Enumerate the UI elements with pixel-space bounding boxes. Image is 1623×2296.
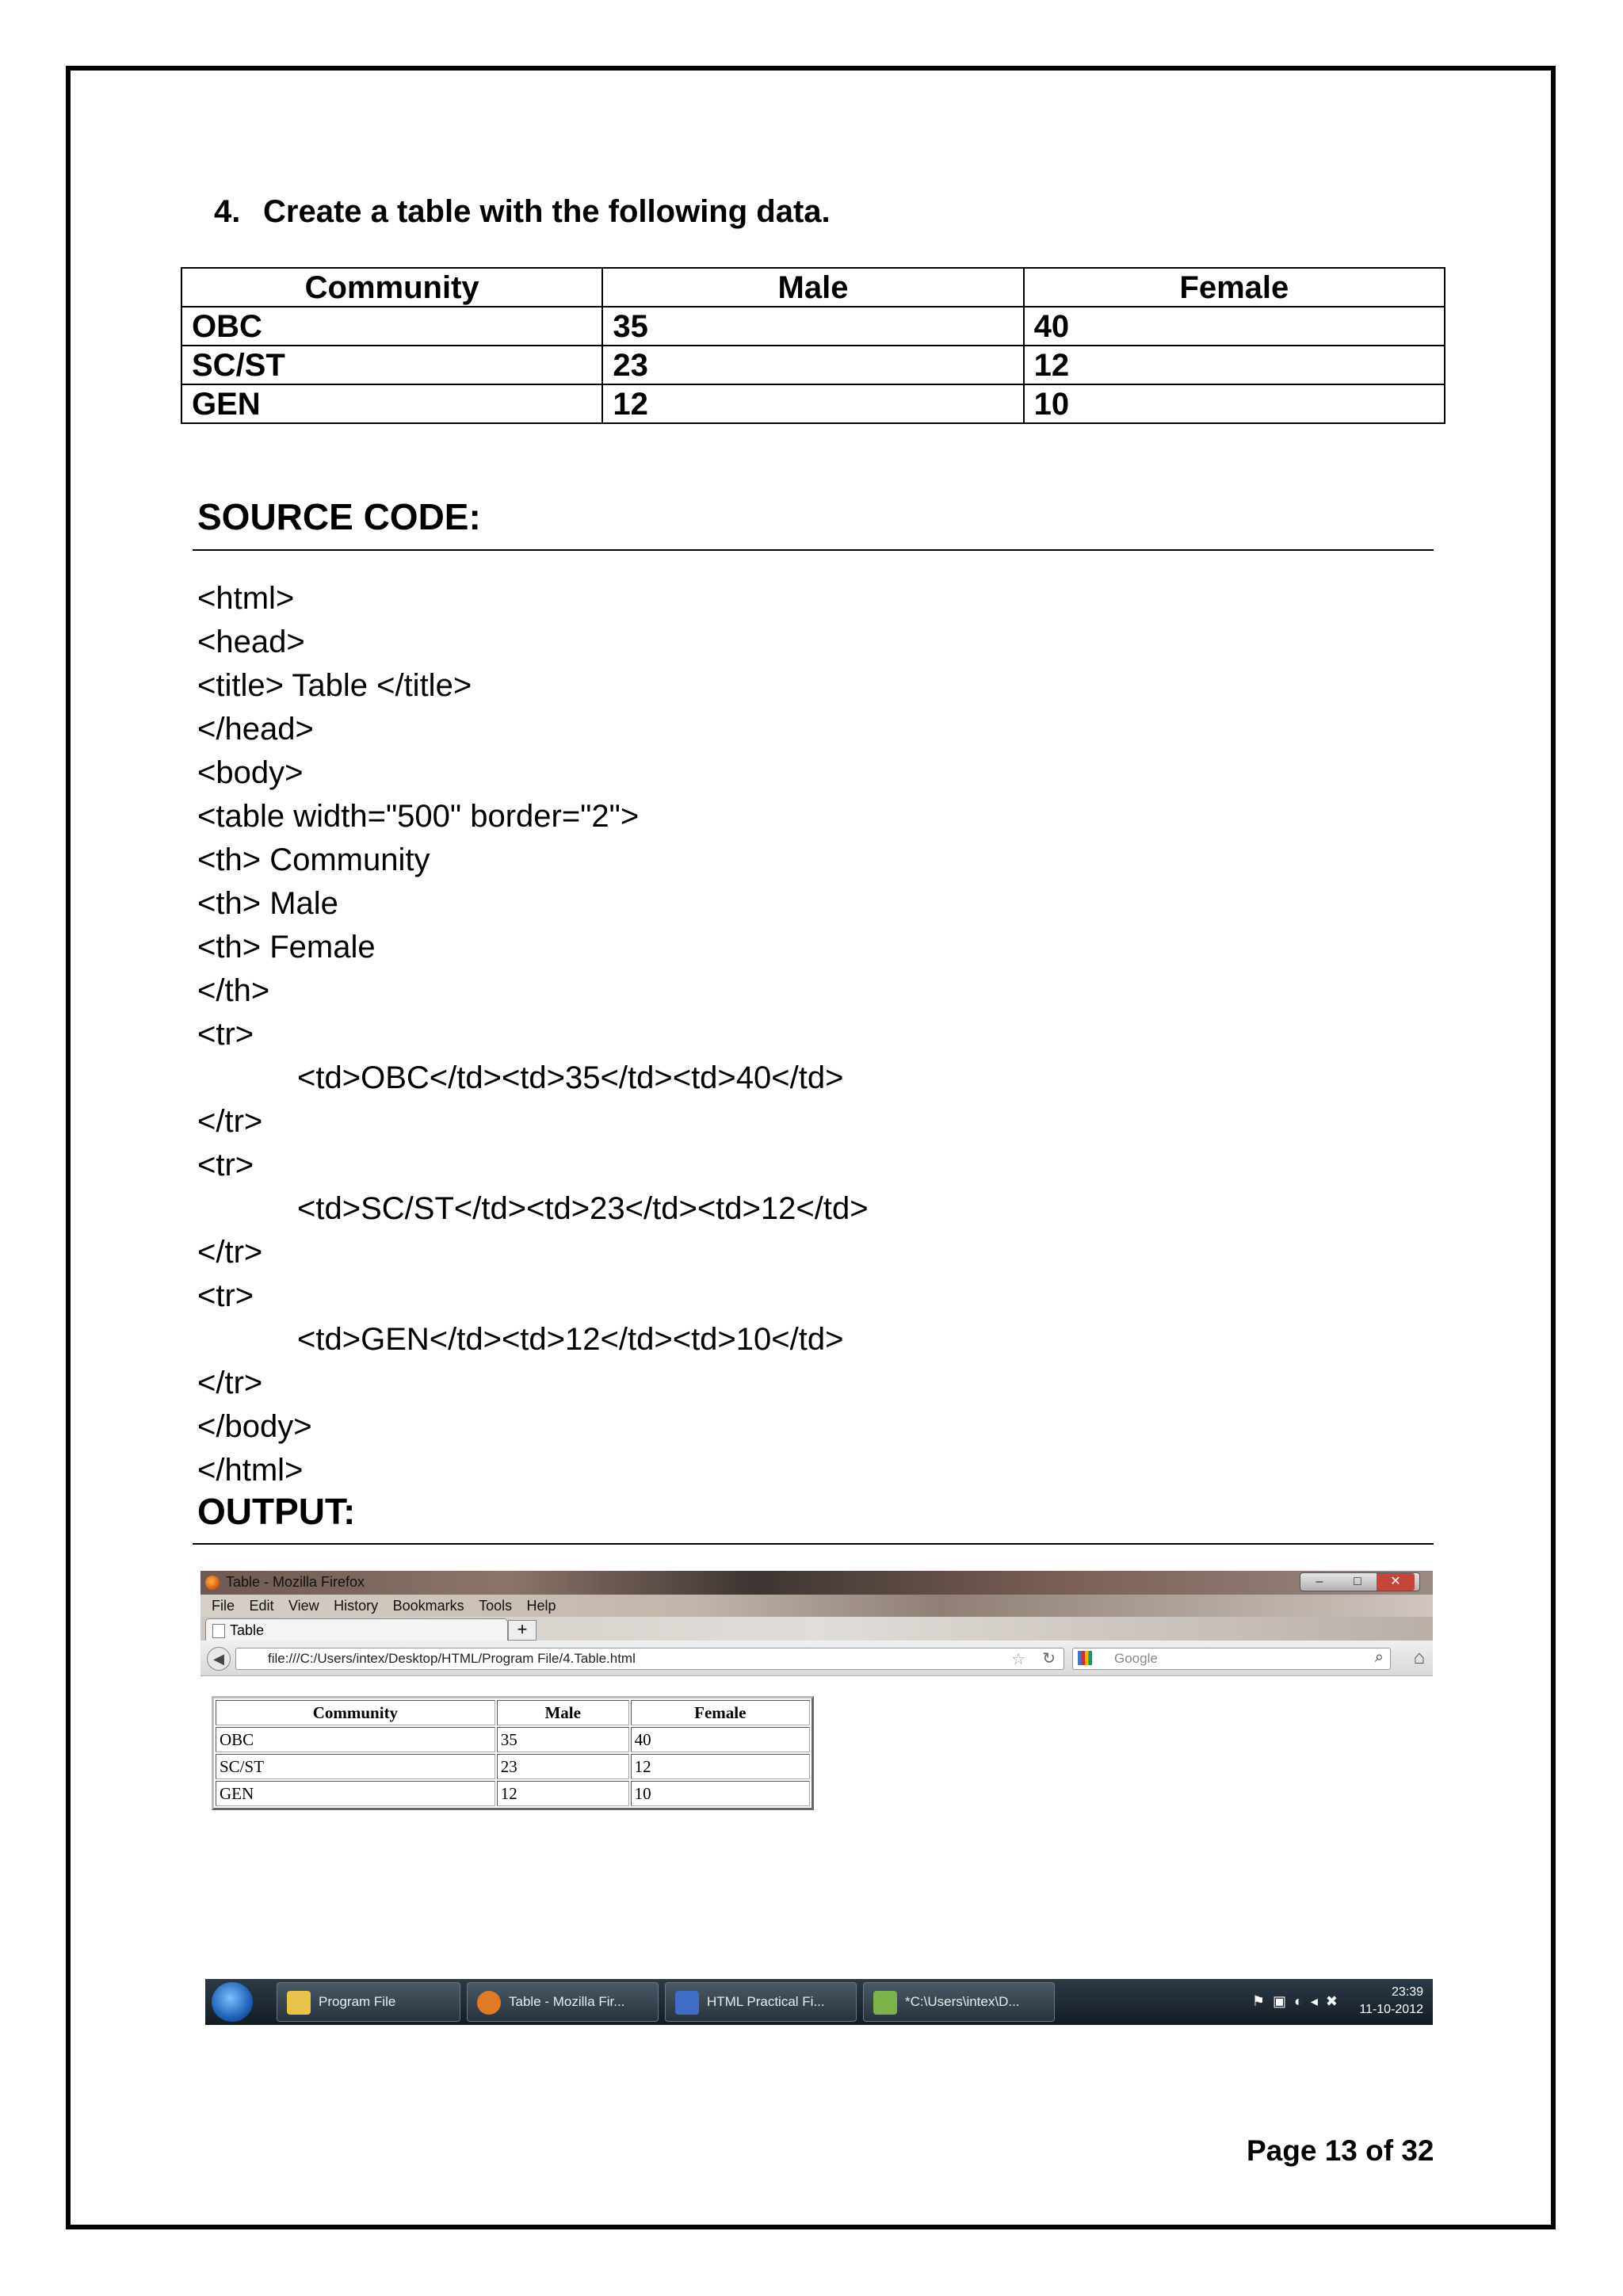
close-button[interactable]: ✕ <box>1377 1573 1415 1591</box>
menu-edit[interactable]: Edit <box>249 1598 274 1614</box>
firefox-icon <box>205 1576 220 1590</box>
output-screenshot <box>200 1571 1433 2027</box>
code-line: </th> <box>197 973 270 1008</box>
table-cell: GEN <box>216 1781 495 1806</box>
code-line: </tr> <box>197 1104 263 1139</box>
code-line: <table width="500" border="2"> <box>197 799 640 834</box>
table-cell: 35 <box>497 1727 629 1752</box>
home-icon[interactable]: ⌂ <box>1413 1647 1425 1668</box>
system-tray-icons: ⚑▣◐◂✖ <box>1251 1993 1346 2009</box>
table-cell: 10 <box>631 1781 810 1806</box>
tab-title: Table <box>230 1622 265 1638</box>
question-number: 4. <box>214 194 241 229</box>
tab-table[interactable] <box>205 1618 508 1641</box>
taskbar-item-notepad[interactable]: *C:\Users\intex\D... <box>863 1982 1055 2022</box>
window-title: Table - Mozilla Firefox <box>226 1574 365 1590</box>
start-button[interactable] <box>212 1982 253 2022</box>
code-line: </head> <box>197 712 314 747</box>
source-code-heading: SOURCE CODE: <box>197 496 481 537</box>
table-row <box>181 384 1445 423</box>
table-row <box>181 346 1445 384</box>
menu-help[interactable]: Help <box>526 1598 556 1614</box>
menu-bookmarks[interactable]: Bookmarks <box>392 1598 464 1614</box>
code-line: <tr> <box>197 1278 254 1313</box>
clock-time: 23:39 <box>1391 1985 1423 1999</box>
code-line: <td>SC/ST</td><td>23</td><td>12</td> <box>297 1191 869 1226</box>
folder-icon <box>287 1991 311 2015</box>
rendered-table <box>212 1696 814 1810</box>
clock-date: 11-10-2012 <box>1359 2003 1423 2016</box>
minimize-button[interactable]: – <box>1316 1575 1323 1588</box>
search-icon[interactable]: ⌕ <box>1374 1648 1384 1666</box>
maximize-button[interactable]: □ <box>1354 1575 1361 1588</box>
code-line: <body> <box>197 755 304 790</box>
code-line: </tr> <box>197 1235 263 1270</box>
table-cell: 12 <box>497 1781 629 1806</box>
code-line: <head> <box>197 625 305 659</box>
back-arrow-icon[interactable]: ◀ <box>207 1647 231 1671</box>
document-icon <box>675 1991 699 2015</box>
table-cell: OBC <box>216 1727 495 1752</box>
source-code-block <box>197 577 869 1492</box>
table-cell: OBC <box>181 307 602 346</box>
code-line: <th> Female <box>197 930 376 965</box>
table-cell: 12 <box>602 384 1023 423</box>
bookmark-star-icon[interactable]: ☆ <box>1011 1651 1025 1668</box>
address-bar[interactable] <box>235 1648 1064 1670</box>
table-cell: 40 <box>631 1727 810 1752</box>
new-tab-button[interactable]: + <box>508 1620 537 1641</box>
table-cell: SC/ST <box>216 1754 495 1779</box>
table-row <box>181 307 1445 346</box>
table-row <box>216 1781 810 1806</box>
code-line: <th> Male <box>197 886 338 921</box>
table-header-row <box>216 1700 810 1725</box>
reload-icon[interactable]: ↻ <box>1042 1650 1056 1668</box>
table-row <box>216 1727 810 1752</box>
menu-file[interactable]: File <box>212 1598 235 1614</box>
table-cell: 40 <box>1024 307 1445 346</box>
code-line: <tr> <box>197 1017 254 1052</box>
taskbar-item-word[interactable]: HTML Practical Fi... <box>665 1982 857 2022</box>
table-cell: 23 <box>602 346 1023 384</box>
header-cell: Male <box>602 268 1023 307</box>
url-text: file:///C:/Users/intex/Desktop/HTML/Program File/4.Table.html <box>268 1651 636 1666</box>
question-heading <box>214 194 831 230</box>
table-cell: GEN <box>181 384 602 423</box>
page-number: Page 13 of 32 <box>1247 2134 1434 2167</box>
data-table <box>181 267 1445 424</box>
code-line: <td>OBC</td><td>35</td><td>40</td> <box>297 1060 844 1095</box>
header-cell: Female <box>631 1700 810 1725</box>
system-clock[interactable] <box>1359 1984 1423 2019</box>
taskbar-item-program-file[interactable]: Program File <box>277 1982 460 2022</box>
divider <box>193 549 1434 551</box>
table-cell: 12 <box>631 1754 810 1779</box>
table-cell: SC/ST <box>181 346 602 384</box>
taskbar-item-firefox[interactable]: Table - Mozilla Fir... <box>467 1982 659 2022</box>
code-line: <td>GEN</td><td>12</td><td>10</td> <box>297 1322 844 1357</box>
question-text: Create a table with the following data. <box>263 194 831 229</box>
table-cell: 12 <box>1024 346 1445 384</box>
menu-history[interactable]: History <box>334 1598 379 1614</box>
google-icon <box>1078 1651 1092 1665</box>
page-icon <box>212 1624 225 1638</box>
window-controls <box>1300 1572 1420 1591</box>
output-heading: OUTPUT: <box>197 1491 356 1532</box>
table-header-row <box>181 268 1445 307</box>
header-cell: Community <box>216 1700 495 1725</box>
code-line: </body> <box>197 1409 312 1444</box>
code-line: </tr> <box>197 1366 263 1400</box>
code-line: <html> <box>197 581 295 616</box>
code-line: <th> Community <box>197 842 430 877</box>
menu-view[interactable]: View <box>288 1598 319 1614</box>
windows-taskbar <box>205 1979 1433 2025</box>
table-row <box>216 1754 810 1779</box>
header-cell: Community <box>181 268 602 307</box>
table-cell: 35 <box>602 307 1023 346</box>
code-line: <tr> <box>197 1148 254 1182</box>
tab-bar <box>200 1617 1433 1641</box>
header-cell: Female <box>1024 268 1445 307</box>
firefox-icon <box>477 1991 501 2015</box>
notepad-icon <box>873 1991 897 2015</box>
divider <box>193 1543 1434 1545</box>
code-line: </html> <box>197 1453 304 1488</box>
table-cell: 10 <box>1024 384 1445 423</box>
code-line: <title> Table </title> <box>197 668 472 703</box>
menu-tools[interactable]: Tools <box>479 1598 513 1614</box>
search-input[interactable] <box>1072 1648 1391 1670</box>
navigation-bar <box>200 1641 1433 1676</box>
search-placeholder: Google <box>1114 1651 1158 1666</box>
table-cell: 23 <box>497 1754 629 1779</box>
header-cell: Male <box>497 1700 629 1725</box>
menu-bar <box>200 1595 1433 1617</box>
browser-titlebar <box>200 1571 1433 1595</box>
